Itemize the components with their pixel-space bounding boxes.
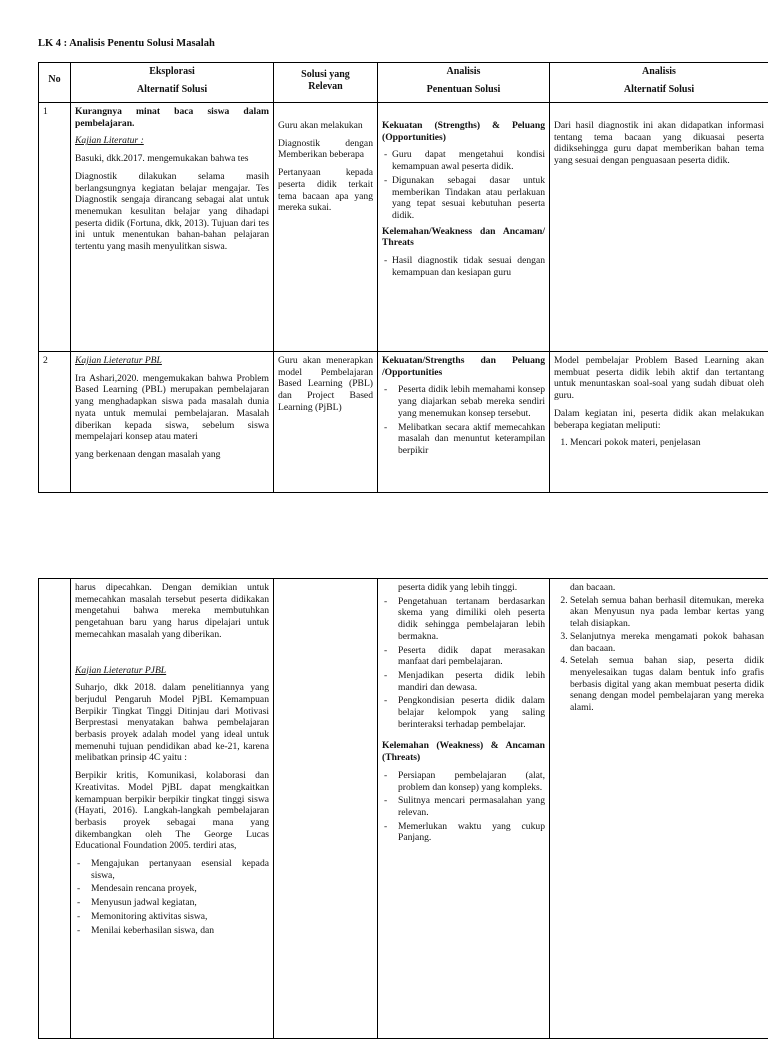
row2-kelemahan-list [382, 770, 545, 844]
row2-cont-item: peserta didik yang lebih tinggi. [382, 582, 545, 594]
list-item: 3. Selanjutnya mereka mengamati pokok bahasan dan bacaan. [570, 631, 764, 654]
list-item: - Menyusun jadwal kegiatan, [75, 897, 269, 909]
row2-alt-steps [554, 437, 764, 449]
header-analisis-alternatif: Analisis Alternatif Solusi [550, 63, 768, 103]
analysis-table-page2 [38, 578, 768, 1039]
list-item: - Hasil diagnostik tidak sesuai dengan kemampuan dan kesiapan guru [382, 255, 545, 278]
row2-cont-no [39, 579, 71, 1039]
table-row-1 [39, 103, 768, 352]
row1-eksplorasi [71, 103, 274, 352]
row2-pjbl-paragraph-2: Berpikir kritis, Komunikasi, kolaborasi dan Kreativitas. Model PjBL dapat mengkaitkan kemampuan berpikir berpikir tingkat tinggi siswa (Hayati, 2016). Langkah-langkah pembelajaran berbasis proyek sebagai mana yang dikembangkan oleh The George Lucas Educational Foundation 2005. terdiri atas, [75, 770, 269, 852]
header-solusi: Solusi yang Relevan [274, 63, 378, 103]
row1-no: 1 [39, 103, 71, 352]
row1-kelemahan-list [382, 255, 545, 278]
row1-analisis-alternatif [550, 103, 768, 352]
row2-no: 2 [39, 352, 71, 493]
row1-analisis-penentuan [378, 103, 550, 352]
row2-cont-paragraph-1: harus dipecahkan. Dengan demikian untuk memecahkan masalah tersebut peserta didikakan mengetahui bahwa mereka membutuhkan pengetahuan baru yang harus dipelajari untuk memecahkan masalah yang diberikan. [75, 582, 269, 641]
list-item: 1. Mencari pokok materi, penjelasan [570, 437, 764, 449]
list-item: - Persiapan pembelajaran (alat, problem dan konsep) yang kompleks. [382, 770, 545, 793]
list-item: - Sulitnya mencari permasalahan yang relevan. [382, 795, 545, 818]
row2-pjbl-paragraph-1: Suharjo, dkk 2018. dalam penelitiannya yang berjudul Pengaruh Model PjBL Kemampuan Berpikir Tingkat Tinggi Ditinjau dari Motivasi Berprestasi menyatakan bahwa pembelajaran berbasis proyek adalah model yang ideal untuk memenuhi tujuan pendidikan abad ke-21, karena melibatkan prinsip 4C yaitu : [75, 682, 269, 764]
row2-kelemahan-heading: Kelemahan (Weakness) & Ancaman (Threats) [382, 740, 545, 763]
row2-cont-solusi [274, 579, 378, 1039]
analysis-table-page1 [38, 62, 768, 493]
row2-pjbl-heading: Kajian Lieteratur PJBL [75, 665, 269, 677]
list-item: - Memonitoring aktivitas siswa, [75, 911, 269, 923]
row2-paragraph-2: yang berkenaan dengan masalah yang [75, 449, 269, 461]
list-item: - Pengetahuan tertanam berdasarkan skema yang dimiliki oleh peserta didik sehingga pembelajaran lebih bermakna. [382, 596, 545, 643]
list-item: - Guru dapat mengetahui kondisi kemampuan awal peserta didik. [382, 149, 545, 172]
list-item: - Pengkondisian peserta didik dalam belajar kelompok yang saling berinteraksi terhadap pembelajar. [382, 695, 545, 730]
row2-alt-paragraph-1: Model pembelajar Problem Based Learning akan membuat peserta didik lebih aktif dan tertantang untuk menuntaskan soal-soal yang sudah dibuat oleh guru. [554, 355, 764, 402]
list-item: - Mengajukan pertanyaan esensial kepada siswa, [75, 858, 269, 881]
header-analisis-penentuan: Analisis Penentuan Solusi [378, 63, 550, 103]
row2-kajian-heading: Kajian Lieteratur PBL [75, 355, 269, 367]
row1-solusi [274, 103, 378, 352]
list-item: - Memerlukan waktu yang cukup Panjang. [382, 821, 545, 844]
row1-solusi-1: Guru akan melakukan [278, 120, 373, 132]
row2-cont-steps [554, 595, 764, 714]
row2-cont-kekuatan-list [382, 596, 545, 731]
list-item: 4. Setelah semua bahan siap, peserta didik menyelesaikan tugas dalam bentuk info grafis berbasis digital yang akan membuat peserta didik senang dengan model pembelajaran yang mereka alami. [570, 655, 764, 714]
row2-cont-analisis-penentuan [378, 579, 550, 1039]
row1-problem: Kurangnya minat baca siswa dalam pembelajaran. [75, 106, 269, 129]
list-item: - Menjadikan peserta didik lebih mandiri dan dewasa. [382, 670, 545, 693]
row2-analisis-alternatif [550, 352, 768, 493]
list-item: - Peserta didik dapat merasakan manfaat dari pembelajaran. [382, 645, 545, 668]
list-item: 2. Setelah semua bahan berhasil ditemukan, mereka akan Menyusun nya pada lembar kertas yang telah disiapkan. [570, 595, 764, 630]
row1-paragraph-1: Basuki, dkk.2017. mengemukakan bahwa tes [75, 153, 269, 165]
row1-kekuatan-heading: Kekuatan (Strengths) & Peluang (Opportunities) [382, 120, 545, 143]
row1-kajian-heading: Kajian Literatur : [75, 135, 269, 147]
row1-kekuatan-list [382, 149, 545, 221]
row2-cont-eksplorasi [71, 579, 274, 1039]
row2-cont-step: dan bacaan. [554, 582, 764, 594]
table-row-2 [39, 352, 768, 493]
header-eksplorasi: Eksplorasi Alternatif Solusi [71, 63, 274, 103]
row1-alternatif-text: Dari hasil diagnostik ini akan didapatkan informasi tentang tema bacaan yang dikuasai peserta didiksehingga guru dapat memberikan bahan tema yang sesuai dengan penguasaan peserta didik. [554, 120, 764, 167]
row1-paragraph-2: Diagnostik dilakukan selama masih berlangsungnya kegiatan belajar mengajar. Tes Diagnostik sengaja dirancang sebagai alat untuk menemukan kesulitan belajar yang dihadapi peserta didik (Fortuna, dkk, 2013). Tujuan dari tes ini untuk menentukan bahan-bahan pelajaran tertentu yang masih menyulitkan siswa. [75, 171, 269, 253]
row1-kelemahan-heading: Kelemahan/Weakness dan Ancaman/ Threats [382, 226, 545, 249]
row2-paragraph-1: Ira Ashari,2020. mengemukakan bahwa Problem Based Learning (PBL) merupakan pembelajaran yang menghadapkan siswa pada masalah dunia nyata untuk memulai pembelajaran. Masalah diberikan kepada siswa, sebelum siswa mempelajari konsep atau materi [75, 373, 269, 443]
table-header-row [39, 63, 768, 103]
row2-kekuatan-list [382, 384, 545, 456]
list-item: - Mendesain rencana proyek, [75, 883, 269, 895]
document-title: LK 4 : Analisis Penentu Solusi Masalah [38, 38, 215, 51]
row1-solusi-2: Diagnostik dengan Memberikan beberapa [278, 138, 373, 161]
list-item: - Melibatkan secara aktif memecahkan masalah dan menuntut keterampilan berpikir [382, 422, 545, 457]
table-row-2-continued [39, 579, 768, 1039]
row2-analisis-penentuan [378, 352, 550, 493]
row2-solusi [274, 352, 378, 493]
list-item: - Peserta didik lebih memahami konsep yang diajarkan sebab mereka sendiri yang menemukan konsep tersebut. [382, 384, 545, 419]
header-no: No [39, 63, 71, 103]
row2-solusi-text: Guru akan menerapkan model Pembelajaran Based Learning (PBL) dan Project Based Learning (PjBL) [278, 355, 373, 414]
row2-alt-paragraph-2: Dalam kegiatan ini, peserta didik akan melakukan beberapa kegiatan meliputi: [554, 408, 764, 431]
row1-solusi-3: Pertanyaan kepada peserta didik terkait tema bacaan apa yang mereka sukai. [278, 167, 373, 214]
row2-eksplorasi [71, 352, 274, 493]
row2-cont-analisis-alternatif [550, 579, 768, 1039]
list-item: - Digunakan sebagai dasar untuk memberikan Tindakan atau perlakuan yang tepat sesuai kebutuhan peserta didik. [382, 175, 545, 222]
row2-kekuatan-heading: Kekuatan/Strengths dan Peluang /Opportunities [382, 355, 545, 378]
row2-pjbl-list [75, 858, 269, 936]
list-item: - Menilai keberhasilan siswa, dan [75, 925, 269, 937]
